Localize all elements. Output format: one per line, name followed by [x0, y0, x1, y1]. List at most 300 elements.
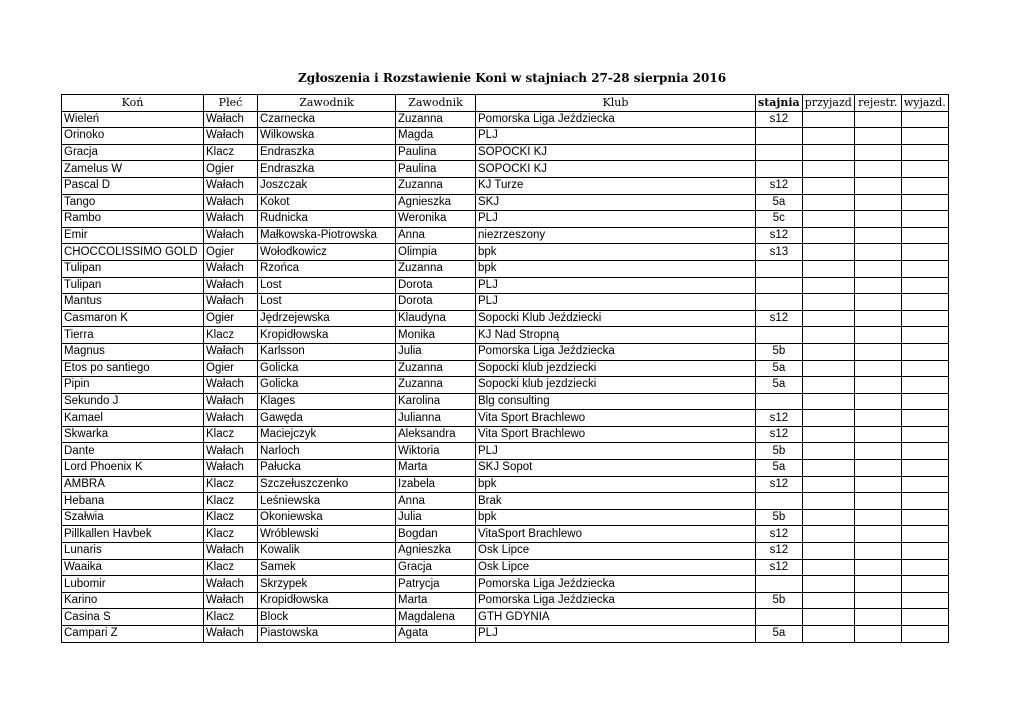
- cell-rider-name: Paulina: [396, 161, 476, 178]
- table-row: [62, 476, 949, 493]
- cell-stable: 5b: [756, 443, 803, 460]
- cell-rider-name: Izabela: [396, 476, 476, 493]
- cell-sex: Wałach: [204, 227, 258, 244]
- cell-registration: [854, 161, 901, 178]
- table-row: [62, 360, 949, 377]
- cell-sex: Klacz: [204, 493, 258, 510]
- cell-departure: [901, 211, 948, 228]
- table-row: [62, 543, 949, 560]
- cell-departure: [901, 343, 948, 360]
- cell-rider-surname: Joszczak: [258, 177, 396, 194]
- cell-arrival: [802, 509, 854, 526]
- cell-registration: [854, 559, 901, 576]
- cell-arrival: [802, 144, 854, 161]
- cell-departure: [901, 609, 948, 626]
- cell-horse: Lunaris: [62, 543, 204, 560]
- cell-departure: [901, 526, 948, 543]
- table-row: [62, 426, 949, 443]
- cell-rider-surname: Wróblewski: [258, 526, 396, 543]
- cell-registration: [854, 227, 901, 244]
- cell-departure: [901, 244, 948, 261]
- cell-rider-name: Wiktoria: [396, 443, 476, 460]
- cell-club: PLJ: [476, 294, 756, 311]
- cell-stable: s12: [756, 526, 803, 543]
- cell-club: niezrzeszony: [476, 227, 756, 244]
- cell-rider-name: Julianna: [396, 410, 476, 427]
- cell-club: PLJ: [476, 277, 756, 294]
- cell-arrival: [802, 277, 854, 294]
- cell-club: Sopocki klub jezdziecki: [476, 360, 756, 377]
- cell-stable: s12: [756, 227, 803, 244]
- cell-stable: s12: [756, 177, 803, 194]
- cell-registration: [854, 277, 901, 294]
- cell-stable: 5b: [756, 592, 803, 609]
- cell-arrival: [802, 244, 854, 261]
- header-row: [62, 95, 949, 112]
- cell-rider-name: Agnieszka: [396, 194, 476, 211]
- cell-registration: [854, 194, 901, 211]
- cell-departure: [901, 128, 948, 145]
- cell-departure: [901, 592, 948, 609]
- table-row: [62, 592, 949, 609]
- cell-horse: AMBRA: [62, 476, 204, 493]
- cell-horse: Karino: [62, 592, 204, 609]
- cell-sex: Klacz: [204, 144, 258, 161]
- cell-sex: Wałach: [204, 543, 258, 560]
- cell-club: Osk Lipce: [476, 559, 756, 576]
- cell-departure: [901, 559, 948, 576]
- cell-stable: s12: [756, 111, 803, 128]
- cell-rider-name: Monika: [396, 327, 476, 344]
- cell-rider-surname: Block: [258, 609, 396, 626]
- cell-sex: Wałach: [204, 111, 258, 128]
- table-row: [62, 377, 949, 394]
- cell-club: bpk: [476, 244, 756, 261]
- cell-arrival: [802, 410, 854, 427]
- cell-arrival: [802, 443, 854, 460]
- cell-rider-name: Zuzanna: [396, 377, 476, 394]
- cell-stable: 5a: [756, 626, 803, 643]
- cell-departure: [901, 161, 948, 178]
- cell-horse: Casmaron K: [62, 310, 204, 327]
- cell-horse: Zamelus W: [62, 161, 204, 178]
- cell-sex: Ogier: [204, 360, 258, 377]
- table-row: [62, 609, 949, 626]
- cell-sex: Wałach: [204, 377, 258, 394]
- cell-registration: [854, 609, 901, 626]
- cell-stable: [756, 128, 803, 145]
- cell-rider-surname: Golicka: [258, 360, 396, 377]
- cell-arrival: [802, 609, 854, 626]
- table-body: [62, 111, 949, 642]
- table-row: [62, 443, 949, 460]
- header-rider-name: Zawodnik: [396, 95, 476, 112]
- cell-stable: s12: [756, 426, 803, 443]
- table-row: [62, 493, 949, 510]
- cell-sex: Ogier: [204, 310, 258, 327]
- cell-sex: Klacz: [204, 509, 258, 526]
- cell-horse: Waaika: [62, 559, 204, 576]
- cell-registration: [854, 144, 901, 161]
- cell-rider-surname: Karlsson: [258, 343, 396, 360]
- cell-registration: [854, 377, 901, 394]
- cell-arrival: [802, 177, 854, 194]
- cell-club: Sopocki klub jezdziecki: [476, 377, 756, 394]
- cell-horse: Etos po santiego: [62, 360, 204, 377]
- table-row: [62, 509, 949, 526]
- cell-rider-surname: Czarnecka: [258, 111, 396, 128]
- cell-club: Pomorska Liga Jeździecka: [476, 343, 756, 360]
- cell-rider-name: Julia: [396, 509, 476, 526]
- cell-rider-name: Marta: [396, 460, 476, 477]
- cell-rider-surname: Lost: [258, 294, 396, 311]
- cell-rider-surname: Endraszka: [258, 161, 396, 178]
- cell-sex: Wałach: [204, 260, 258, 277]
- cell-rider-name: Zuzanna: [396, 177, 476, 194]
- cell-horse: Tulipan: [62, 260, 204, 277]
- table-row: [62, 244, 949, 261]
- cell-rider-name: Agnieszka: [396, 543, 476, 560]
- cell-arrival: [802, 360, 854, 377]
- cell-stable: s12: [756, 410, 803, 427]
- cell-sex: Klacz: [204, 559, 258, 576]
- cell-registration: [854, 460, 901, 477]
- cell-stable: 5a: [756, 360, 803, 377]
- cell-rider-name: Aleksandra: [396, 426, 476, 443]
- cell-sex: Wałach: [204, 393, 258, 410]
- cell-horse: Pipin: [62, 377, 204, 394]
- cell-rider-surname: Maciejczyk: [258, 426, 396, 443]
- cell-stable: [756, 609, 803, 626]
- cell-rider-name: Agata: [396, 626, 476, 643]
- cell-rider-surname: Rudnicka: [258, 211, 396, 228]
- cell-departure: [901, 476, 948, 493]
- table-row: [62, 393, 949, 410]
- entries-table: [61, 94, 949, 643]
- cell-club: SKJ Sopot: [476, 460, 756, 477]
- cell-registration: [854, 626, 901, 643]
- cell-horse: Pascal D: [62, 177, 204, 194]
- cell-registration: [854, 509, 901, 526]
- cell-rider-surname: Gawęda: [258, 410, 396, 427]
- cell-sex: Klacz: [204, 609, 258, 626]
- cell-rider-name: Dorota: [396, 277, 476, 294]
- cell-sex: Wałach: [204, 128, 258, 145]
- cell-rider-surname: Kokot: [258, 194, 396, 211]
- table-row: [62, 327, 949, 344]
- cell-horse: Hebana: [62, 493, 204, 510]
- cell-stable: 5b: [756, 509, 803, 526]
- cell-club: GTH GDYNIA: [476, 609, 756, 626]
- cell-sex: Wałach: [204, 277, 258, 294]
- cell-club: Pomorska Liga Jeździecka: [476, 111, 756, 128]
- table-row: [62, 194, 949, 211]
- header-horse: Koń: [62, 95, 204, 112]
- cell-horse: Mantus: [62, 294, 204, 311]
- cell-departure: [901, 144, 948, 161]
- table-row: [62, 460, 949, 477]
- cell-departure: [901, 194, 948, 211]
- cell-arrival: [802, 592, 854, 609]
- cell-sex: Wałach: [204, 626, 258, 643]
- table-row: [62, 260, 949, 277]
- cell-registration: [854, 360, 901, 377]
- cell-sex: Wałach: [204, 194, 258, 211]
- cell-club: SOPOCKI KJ: [476, 144, 756, 161]
- table-row: [62, 177, 949, 194]
- cell-arrival: [802, 426, 854, 443]
- cell-departure: [901, 327, 948, 344]
- cell-arrival: [802, 393, 854, 410]
- cell-sex: Klacz: [204, 526, 258, 543]
- cell-rider-surname: Rzońca: [258, 260, 396, 277]
- cell-club: PLJ: [476, 443, 756, 460]
- cell-stable: 5c: [756, 211, 803, 228]
- cell-departure: [901, 509, 948, 526]
- cell-horse: Tulipan: [62, 277, 204, 294]
- cell-registration: [854, 592, 901, 609]
- cell-arrival: [802, 194, 854, 211]
- cell-sex: Wałach: [204, 592, 258, 609]
- cell-departure: [901, 377, 948, 394]
- cell-departure: [901, 543, 948, 560]
- cell-registration: [854, 576, 901, 593]
- cell-rider-name: Bogdan: [396, 526, 476, 543]
- cell-arrival: [802, 211, 854, 228]
- cell-departure: [901, 360, 948, 377]
- cell-stable: [756, 576, 803, 593]
- cell-stable: 5a: [756, 377, 803, 394]
- cell-arrival: [802, 559, 854, 576]
- cell-registration: [854, 343, 901, 360]
- cell-registration: [854, 526, 901, 543]
- header-arrival: przyjazd: [802, 95, 854, 112]
- cell-stable: [756, 393, 803, 410]
- cell-sex: Wałach: [204, 211, 258, 228]
- cell-horse: Magnus: [62, 343, 204, 360]
- table-row: [62, 526, 949, 543]
- cell-sex: Klacz: [204, 426, 258, 443]
- cell-arrival: [802, 460, 854, 477]
- cell-departure: [901, 277, 948, 294]
- table-row: [62, 227, 949, 244]
- cell-sex: Wałach: [204, 343, 258, 360]
- cell-registration: [854, 410, 901, 427]
- cell-stable: [756, 144, 803, 161]
- cell-rider-name: Patrycja: [396, 576, 476, 593]
- cell-horse: Sekundo J: [62, 393, 204, 410]
- cell-rider-surname: Skrzypek: [258, 576, 396, 593]
- cell-rider-surname: Wołodkowicz: [258, 244, 396, 261]
- cell-stable: s13: [756, 244, 803, 261]
- cell-rider-surname: Jędrzejewska: [258, 310, 396, 327]
- cell-sex: Wałach: [204, 576, 258, 593]
- cell-rider-name: Zuzanna: [396, 111, 476, 128]
- cell-rider-name: Olimpia: [396, 244, 476, 261]
- table-row: [62, 576, 949, 593]
- table-row: [62, 626, 949, 643]
- cell-rider-name: Zuzanna: [396, 360, 476, 377]
- header-registration: rejestr.: [854, 95, 901, 112]
- cell-rider-name: Anna: [396, 227, 476, 244]
- header-departure: wyjazd.: [901, 95, 948, 112]
- cell-registration: [854, 211, 901, 228]
- table-row: [62, 128, 949, 145]
- cell-horse: Lord Phoenix K: [62, 460, 204, 477]
- cell-horse: Casina S: [62, 609, 204, 626]
- cell-departure: [901, 443, 948, 460]
- cell-horse: Lubomir: [62, 576, 204, 593]
- table-row: [62, 343, 949, 360]
- cell-arrival: [802, 327, 854, 344]
- cell-rider-name: Weronika: [396, 211, 476, 228]
- cell-club: SKJ: [476, 194, 756, 211]
- table-row: [62, 277, 949, 294]
- cell-arrival: [802, 576, 854, 593]
- cell-horse: Tierra: [62, 327, 204, 344]
- cell-departure: [901, 393, 948, 410]
- cell-arrival: [802, 161, 854, 178]
- cell-registration: [854, 310, 901, 327]
- cell-sex: Wałach: [204, 177, 258, 194]
- cell-stable: [756, 327, 803, 344]
- cell-stable: s12: [756, 310, 803, 327]
- table-row: [62, 211, 949, 228]
- header-sex: Płeć: [204, 95, 258, 112]
- cell-stable: s12: [756, 476, 803, 493]
- cell-club: Brak: [476, 493, 756, 510]
- cell-club: Vita Sport Brachlewo: [476, 426, 756, 443]
- cell-club: VitaSport Brachlewo: [476, 526, 756, 543]
- cell-rider-surname: Narloch: [258, 443, 396, 460]
- cell-horse: Pillkallen Havbek: [62, 526, 204, 543]
- cell-rider-surname: Małkowska-Piotrowska: [258, 227, 396, 244]
- cell-horse: Szałwia: [62, 509, 204, 526]
- cell-rider-surname: Szczełuszczenko: [258, 476, 396, 493]
- cell-registration: [854, 260, 901, 277]
- cell-rider-name: Magda: [396, 128, 476, 145]
- cell-rider-name: Klaudyna: [396, 310, 476, 327]
- cell-rider-surname: Leśniewska: [258, 493, 396, 510]
- table-row: [62, 310, 949, 327]
- cell-rider-name: Marta: [396, 592, 476, 609]
- cell-horse: Emir: [62, 227, 204, 244]
- cell-departure: [901, 260, 948, 277]
- cell-rider-surname: Kowalik: [258, 543, 396, 560]
- cell-arrival: [802, 343, 854, 360]
- cell-club: PLJ: [476, 128, 756, 145]
- cell-sex: Ogier: [204, 244, 258, 261]
- cell-sex: Wałach: [204, 443, 258, 460]
- cell-rider-surname: Samek: [258, 559, 396, 576]
- cell-horse: Skwarka: [62, 426, 204, 443]
- cell-sex: Wałach: [204, 294, 258, 311]
- cell-stable: s12: [756, 543, 803, 560]
- cell-departure: [901, 576, 948, 593]
- table-row: [62, 144, 949, 161]
- cell-sex: Klacz: [204, 476, 258, 493]
- cell-registration: [854, 294, 901, 311]
- cell-club: PLJ: [476, 211, 756, 228]
- cell-rider-surname: Wilkowska: [258, 128, 396, 145]
- cell-horse: Orinoko: [62, 128, 204, 145]
- cell-stable: 5a: [756, 194, 803, 211]
- cell-arrival: [802, 493, 854, 510]
- cell-arrival: [802, 111, 854, 128]
- cell-departure: [901, 177, 948, 194]
- cell-arrival: [802, 476, 854, 493]
- cell-arrival: [802, 260, 854, 277]
- cell-departure: [901, 410, 948, 427]
- cell-stable: [756, 294, 803, 311]
- cell-arrival: [802, 626, 854, 643]
- cell-club: Blg consulting: [476, 393, 756, 410]
- cell-rider-surname: Golicka: [258, 377, 396, 394]
- cell-horse: Campari Z: [62, 626, 204, 643]
- cell-stable: [756, 161, 803, 178]
- cell-registration: [854, 476, 901, 493]
- cell-arrival: [802, 543, 854, 560]
- cell-rider-name: Anna: [396, 493, 476, 510]
- cell-rider-name: Dorota: [396, 294, 476, 311]
- cell-club: KJ Nad Stropną: [476, 327, 756, 344]
- cell-club: Sopocki Klub Jeździecki: [476, 310, 756, 327]
- cell-club: bpk: [476, 476, 756, 493]
- cell-departure: [901, 426, 948, 443]
- cell-rider-name: Zuzanna: [396, 260, 476, 277]
- cell-stable: 5b: [756, 343, 803, 360]
- cell-arrival: [802, 310, 854, 327]
- cell-sex: Wałach: [204, 460, 258, 477]
- cell-sex: Klacz: [204, 327, 258, 344]
- header-club: Klub: [476, 95, 756, 112]
- cell-departure: [901, 493, 948, 510]
- cell-registration: [854, 111, 901, 128]
- cell-rider-surname: Kropidłowska: [258, 592, 396, 609]
- cell-rider-surname: Pałucka: [258, 460, 396, 477]
- table-row: [62, 161, 949, 178]
- cell-registration: [854, 443, 901, 460]
- cell-stable: s12: [756, 559, 803, 576]
- cell-registration: [854, 426, 901, 443]
- cell-arrival: [802, 526, 854, 543]
- cell-rider-name: Magdalena: [396, 609, 476, 626]
- cell-rider-surname: Endraszka: [258, 144, 396, 161]
- cell-horse: Wieleń: [62, 111, 204, 128]
- cell-rider-surname: Klages: [258, 393, 396, 410]
- cell-departure: [901, 626, 948, 643]
- cell-rider-name: Julia: [396, 343, 476, 360]
- cell-arrival: [802, 227, 854, 244]
- cell-arrival: [802, 377, 854, 394]
- cell-horse: Rambo: [62, 211, 204, 228]
- cell-stable: [756, 260, 803, 277]
- cell-club: Pomorska Liga Jeździecka: [476, 576, 756, 593]
- table-row: [62, 559, 949, 576]
- cell-club: Osk Lipce: [476, 543, 756, 560]
- cell-club: Pomorska Liga Jeździecka: [476, 592, 756, 609]
- cell-rider-surname: Lost: [258, 277, 396, 294]
- cell-club: bpk: [476, 260, 756, 277]
- cell-departure: [901, 294, 948, 311]
- cell-registration: [854, 543, 901, 560]
- cell-club: Vita Sport Brachlewo: [476, 410, 756, 427]
- cell-stable: [756, 493, 803, 510]
- cell-registration: [854, 393, 901, 410]
- cell-rider-surname: Okoniewska: [258, 509, 396, 526]
- cell-club: bpk: [476, 509, 756, 526]
- cell-rider-name: Paulina: [396, 144, 476, 161]
